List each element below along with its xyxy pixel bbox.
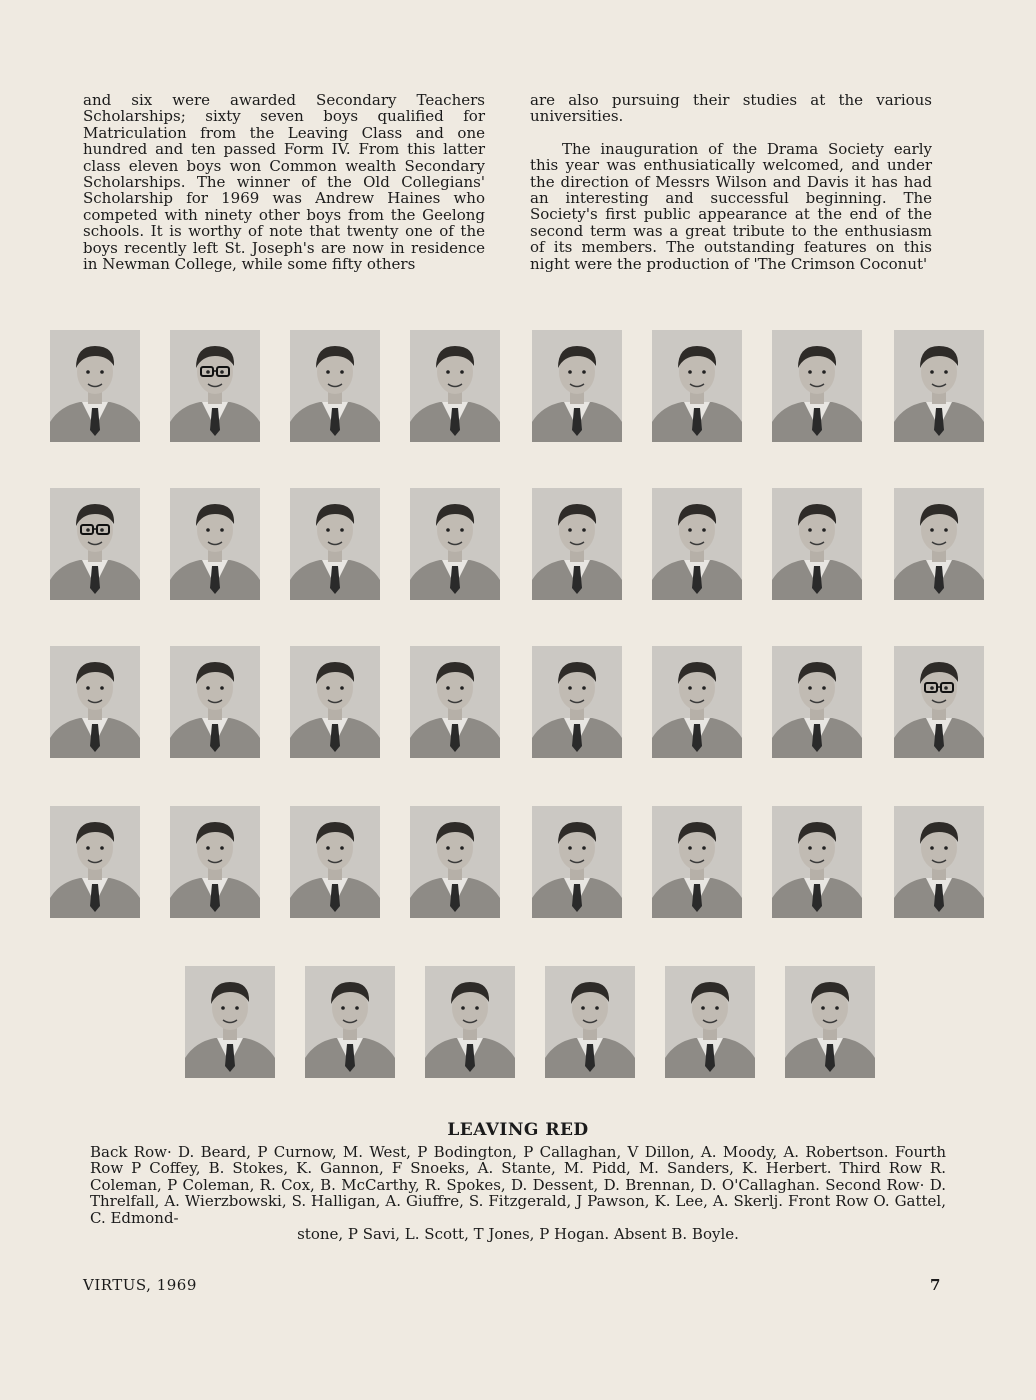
student-portrait	[545, 966, 635, 1078]
student-portrait	[50, 806, 140, 918]
caption-names-text: Back Row· D. Beard, P Curnow, M. West, P Bodington, P Callaghan, V Dillon, A. Moody, A. Robertson. Fourth Row P Coffey, B. Stokes, K. Gannon, F Snoeks, A. Stante, M. Pidd, M. Sanders, K. Herbert. Third Row R. Coleman, P Coleman, R. Cox, B. McCarthy, R. Spokes, D. Dessent, D. Brennan, D. O'Callaghan. Second Row· D. Threlfall, A. Wierzbowski, S. Halligan, A. Giuffre, S. Fitzgerald, J Pawson, K. Lee, A. Skerlj. Front Row O. Gattel, C. Edmond-	[90, 1143, 946, 1227]
student-portrait	[170, 806, 260, 918]
student-portrait	[410, 488, 500, 600]
student-portrait	[894, 330, 984, 442]
student-portrait	[652, 646, 742, 758]
caption-names	[90, 1144, 946, 1242]
student-portrait	[652, 330, 742, 442]
right-paragraph-1: are also pursuing their studies at the various universities.	[530, 91, 932, 126]
student-portrait	[532, 646, 622, 758]
student-portrait	[772, 646, 862, 758]
student-portrait	[894, 488, 984, 600]
student-portrait	[410, 806, 500, 918]
student-portrait	[305, 966, 395, 1078]
student-portrait	[290, 646, 380, 758]
student-portrait	[532, 330, 622, 442]
caption-title: LEAVING RED	[447, 1120, 589, 1140]
student-portrait	[425, 966, 515, 1078]
student-portrait	[185, 966, 275, 1078]
student-portrait	[410, 646, 500, 758]
student-portrait	[652, 806, 742, 918]
caption-names-last-line: stone, P Savi, L. Scott, T Jones, P Hogan. Absent B. Boyle.	[297, 1225, 739, 1244]
student-portrait	[290, 488, 380, 600]
student-portrait	[652, 488, 742, 600]
student-portrait	[290, 330, 380, 442]
student-portrait	[772, 806, 862, 918]
student-portrait	[410, 330, 500, 442]
student-portrait	[894, 646, 984, 758]
student-portrait	[50, 488, 140, 600]
student-portrait	[532, 806, 622, 918]
right-paragraph-2: The inauguration of the Drama Society early this year was enthusiatically welcomed, and under the direction of Messrs Wilson and Davis it has had an interesting and successful beginning. The Society's first public appearance at the end of the second term was a great tribute to the enthusiasm of its members. The outstanding features on this night were the production of 'The Crimson Coconut'	[530, 139, 932, 273]
student-portrait	[785, 966, 875, 1078]
student-portrait	[772, 330, 862, 442]
student-portrait	[170, 330, 260, 442]
student-portrait	[532, 488, 622, 600]
publication-footer: VIRTUS, 1969	[83, 1276, 197, 1294]
student-portrait	[50, 646, 140, 758]
student-portrait	[665, 966, 755, 1078]
student-portrait	[50, 330, 140, 442]
left-paragraph: and six were awarded Secondary Teachers Scholarships; sixty seven boys qualified for Matriculation from the Leaving Class and one hundred and ten passed Form IV. From this latter class eleven boys won Common wealth Secondary Scholarships. The winner of the Old Collegians' Scholarship for 1969 was Andrew Haines who competed with ninety other boys from the Geelong schools. It is worthy of note that twenty one of the boys recently left St. Joseph's are now in residence in Newman College, while some fifty others	[83, 91, 485, 274]
page-number: 7	[930, 1276, 941, 1294]
student-portrait	[894, 806, 984, 918]
student-portrait	[772, 488, 862, 600]
student-portrait	[170, 488, 260, 600]
student-portrait	[170, 646, 260, 758]
student-portrait	[290, 806, 380, 918]
